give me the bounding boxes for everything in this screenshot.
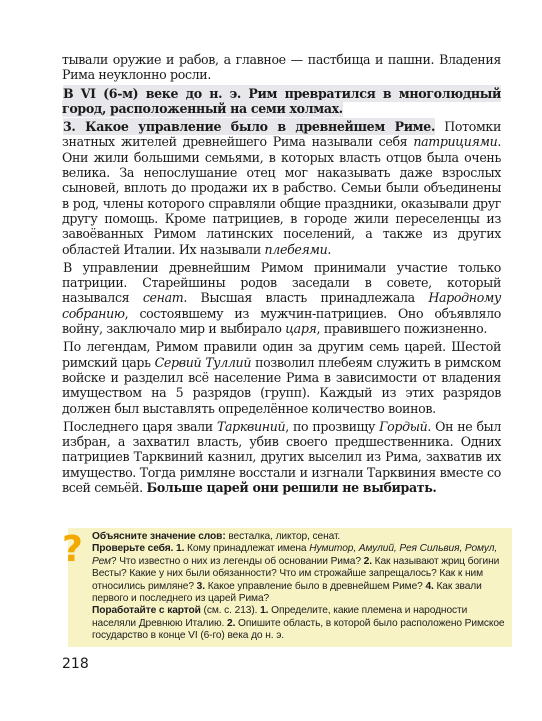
paragraph-highlight-rome-hills (62, 86, 501, 117)
paragraph-text: , правившего пожизненно. (316, 321, 488, 337)
check-yourself-block (92, 543, 507, 605)
question-mark-icon: ? (62, 529, 83, 570)
explain-words-text: весталка, ликтор, сенат. (225, 531, 341, 542)
paragraph-text: Потомки знатных жителей древнейшего Рима называли себя (62, 119, 501, 150)
page-number: 218 (62, 656, 89, 672)
map-reference: (см. с. 213). (200, 605, 261, 617)
question-number: 3. (196, 580, 205, 592)
question-number: 1. (260, 605, 269, 617)
paragraph-section-3 (62, 119, 501, 257)
term-servius-tullius: Сервий Туллий (154, 354, 252, 370)
question-number: 4. (425, 580, 434, 592)
explain-words-label: Объясните значение слов: (92, 531, 226, 542)
paragraph-text: . Они жили большими семьями, в которых власть отцов была очень велика. За непослушание отец мог наказывать даже взрослых сыновей, вплоть до продажи их в рабство. Семьи были объединены в род, члены которого справляли общие праздники, оказывали друг другу помощь. Кроме патрициев, в городе жили переселенцы из завоёванных Римом латинских поселений, а также из других областей Италии. Их называли (62, 134, 501, 257)
explain-words-line (92, 531, 507, 543)
question-text: Какое управление было в древнейшем Риме? (204, 580, 426, 592)
paragraph-intro (62, 52, 501, 83)
questions-text (92, 531, 507, 643)
paragraph-text: позволил плебеям служить в римском войске и разделил всё население Рима в зависимости от владения имуществом на 5 разрядов (групп). Каждый из этих разрядов должен был выставлять определённое количество воинов. (62, 354, 501, 416)
paragraph-text: , по прозвищу (285, 418, 380, 434)
question-text: Как звали первого и последнего из царей Рима? (92, 580, 482, 605)
paragraph-text: По легендам, Римом правили один за другим семь царей. Шестой римский царь (62, 339, 501, 370)
paragraph-text: тывали оружие и рабов, а главное — пастбища и пашни. Владения Рима неуклонно росли. (62, 52, 501, 83)
question-text: Определите, какие племена и народности населяли Древнюю Италию. (92, 605, 468, 629)
question-text: Как называют жриц богини Весты? Какие у них были обязанности? Что им строжайше запрещалось? Как к ним относились римляне? (92, 555, 500, 592)
question-number: 1. (173, 543, 185, 555)
paragraph-text: Последнего царя звали (63, 418, 217, 434)
term-peoples-assembly: Народному собранию (62, 290, 501, 321)
check-yourself-label: Проверьте себя. (92, 543, 174, 555)
paragraph-text: . Высшая власть принадлежала (183, 290, 429, 306)
paragraph-text: . Он не был избран, а захватил власть, убив своего предшественника. Одних патрициев Тарквиний казнил, других выселил из Рима, захватив их имущество. Тогда римляне восстали и изгнали Тарквиния вместе со всей семьёй. (62, 418, 501, 496)
paragraph-kings (62, 339, 501, 415)
question-text: Опишите область, в которой было расположено Римское государство в конце VI (6-го) века до н. э. (92, 617, 505, 642)
section-heading: 3. Какое управление было в древнейшем Риме. (63, 119, 435, 135)
term-patricians: патрициями (413, 134, 498, 150)
term-proud: Гордый (379, 418, 428, 434)
term-plebeians: плебеями (264, 241, 328, 257)
term-king: царя (285, 321, 317, 337)
term-tarquinius: Тарквиний (216, 418, 286, 434)
question-names: Нумитор, Амулий, Рея Сильвия, Ромул, Рем (92, 543, 498, 567)
paragraph-text: . (327, 241, 332, 257)
highlighted-statement: В VI (6-м) веке до н. э. Рим превратился в многолюдный город, расположенный на семи холмах. (62, 85, 501, 116)
question-text: Кому принадлежат имена (184, 543, 310, 555)
question-number: 2. (363, 555, 372, 567)
map-work-block (92, 605, 507, 642)
map-work-label: Поработайте с картой (92, 605, 201, 617)
paragraph-last-king (62, 419, 501, 495)
question-number: 2. (227, 617, 236, 629)
paragraph-text: В управлении древнейшим Римом принимали участие только патриции. Старейшины родов заседали в совете, который назывался (62, 259, 501, 306)
main-text (62, 52, 501, 498)
paragraph-text: , состоявшему из мужчин-патрициев. Оно объявляло войну, заключало мир и выбирало (62, 305, 501, 337)
question-text: ? Что известно о них из легенды об основании Рима? (110, 555, 364, 567)
term-senate: сенат (142, 290, 184, 306)
paragraph-government (62, 260, 501, 336)
bold-conclusion: Больше царей они решили не выбирать. (146, 480, 437, 496)
